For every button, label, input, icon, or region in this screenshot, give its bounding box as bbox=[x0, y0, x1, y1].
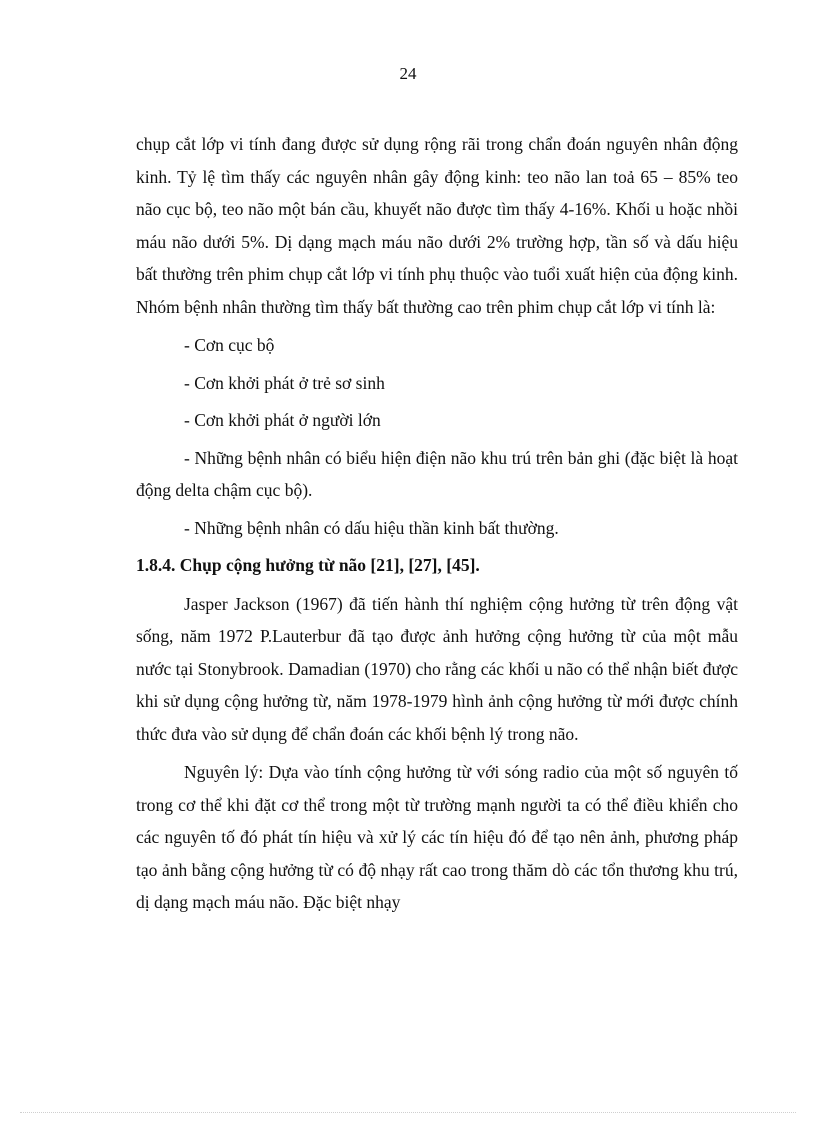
bullet-item-neuro-signs: - Những bệnh nhân có dấu hiệu thần kinh bất thường. bbox=[184, 517, 559, 538]
page-bottom-divider bbox=[20, 1112, 796, 1113]
bullet-item-focal-eeg: - Những bệnh nhân có biểu hiện điện não khu trú trên bản ghi (đặc biệt là hoạt động delta chậm cục bộ). bbox=[136, 447, 738, 500]
document-body bbox=[136, 128, 738, 925]
bullet-item-neonatal-onset: - Cơn khởi phát ở trẻ sơ sinh bbox=[184, 372, 385, 393]
history-paragraph: Jasper Jackson (1967) đã tiến hành thí nghiệm cộng hưởng từ trên động vật sống, năm 1972 P.Lauterbur đã tạo được ảnh hưởng cộng hưởng từ của một mẫu nước tại Stonybrook. Damadian (1970) cho rằng các khối u não có thể nhận biết được khi sử dụng cộng hưởng từ, năm 1978-1979 hình ảnh cộng hưởng từ mới được chính thức đưa vào sử dụng để chẩn đoán các khối bệnh lý trong não. bbox=[136, 593, 738, 744]
page-number: 24 bbox=[399, 64, 417, 83]
intro-paragraph: chụp cắt lớp vi tính đang được sử dụng rộng rãi trong chẩn đoán nguyên nhân động kinh. Tỷ lệ tìm thấy các nguyên nhân gây động kinh: teo não lan toả 65 – 85% teo não cục bộ, teo não một bán cầu, khuyết não được tìm thấy 4-16%. Khối u hoặc nhồi máu não dưới 5%. Dị dạng mạch máu não dưới 2% trường hợp, tần số và dấu hiệu bất thường trên phim chụp cắt lớp vi tính phụ thuộc vào tuổi xuất hiện của động kinh. Nhóm bệnh nhân thường tìm thấy bất thường cao trên phim chụp cắt lớp vi tính là: bbox=[136, 134, 738, 317]
principle-paragraph: Nguyên lý: Dựa vào tính cộng hưởng từ với sóng radio của một số nguyên tố trong cơ thể khi đặt cơ thể trong một từ trường mạnh người ta có thể điều khiển cho các nguyên tố đó phát tín hiệu và xử lý các tín hiệu đó để tạo nên ảnh, phương pháp tạo ảnh bằng cộng hưởng từ có độ nhạy rất cao trong thăm dò các tổn thương khu trú, dị dạng mạch máu não. Đặc biệt nhạy bbox=[136, 762, 738, 912]
section-heading: 1.8.4. Chụp cộng hưởng từ não [21], [27], [45]. bbox=[136, 555, 480, 575]
bullet-item-focal-seizure: - Cơn cục bộ bbox=[184, 335, 275, 355]
bullet-item-adult-onset: - Cơn khởi phát ở người lớn bbox=[184, 410, 381, 430]
